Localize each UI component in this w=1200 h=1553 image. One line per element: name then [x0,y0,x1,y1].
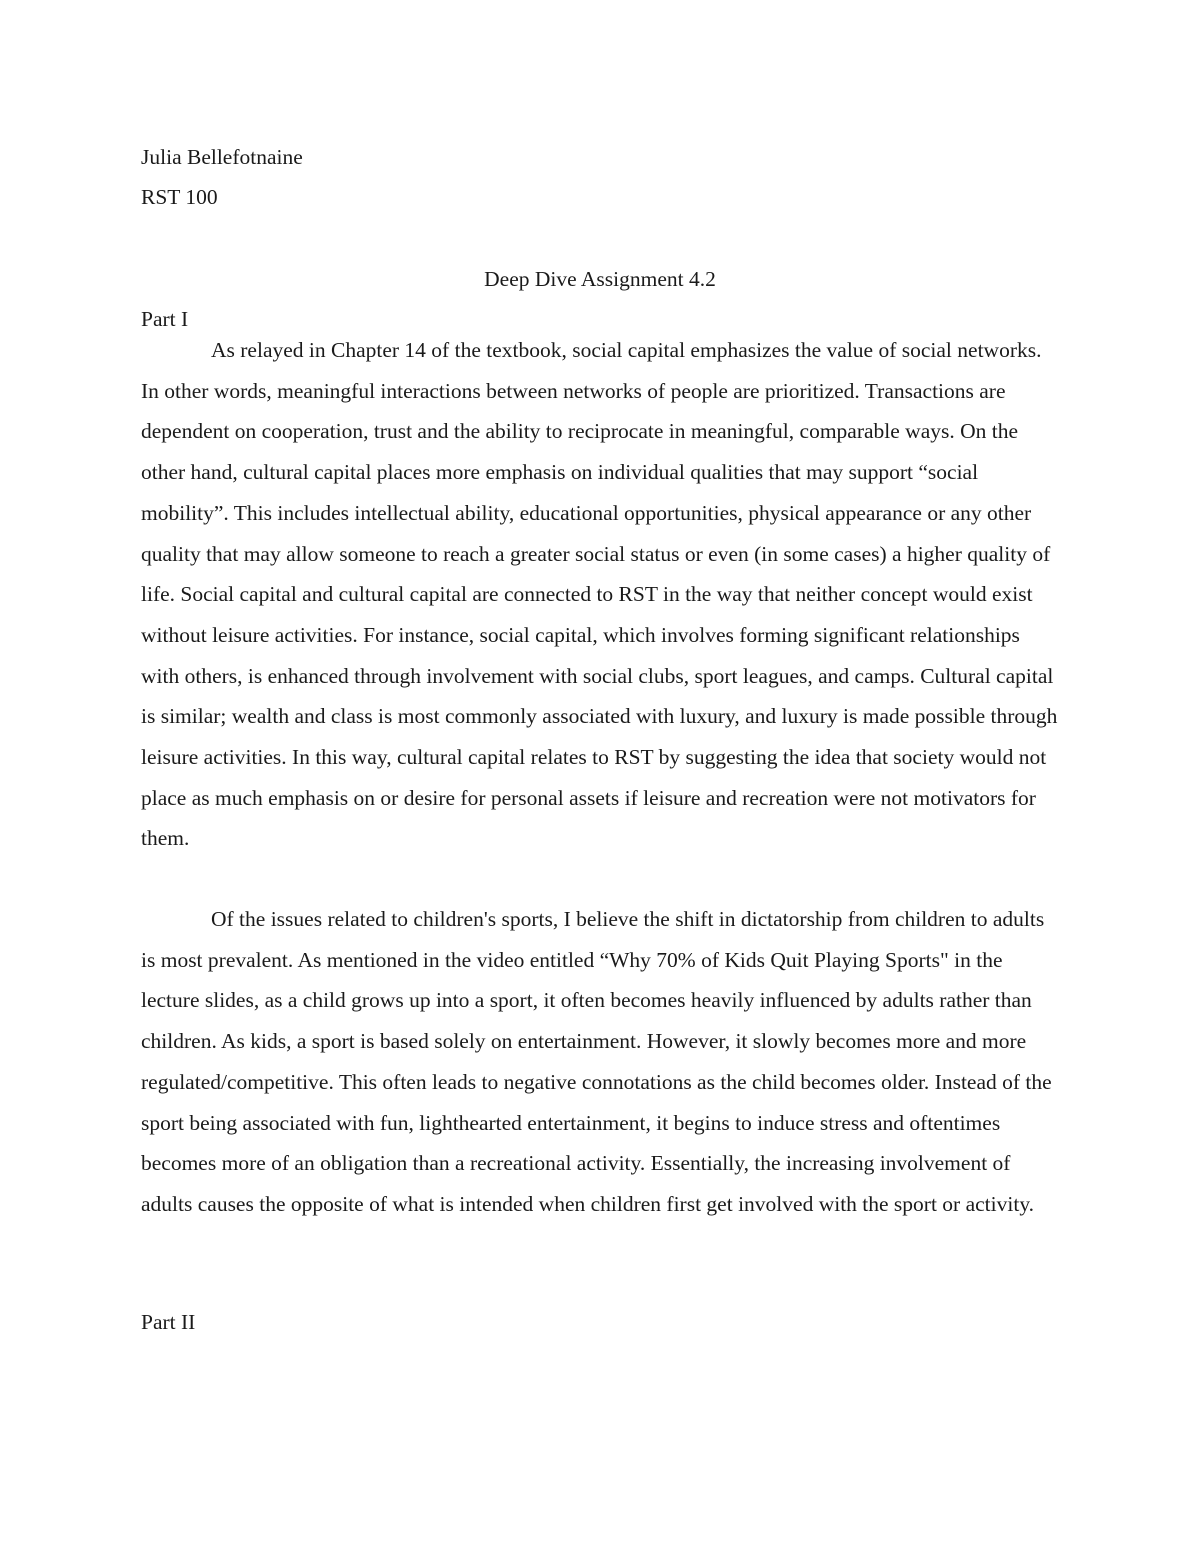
part-1-paragraph-2: Of the issues related to children's sports, I believe the shift in dictatorship from children to adults is most prevalent. As mentioned in the video entitled “Why 70% of Kids Quit Playing Sports" in the lecture slides, as a child grows up into a sport, it often becomes heavily influenced by adults rather than children. As kids, a sport is based solely on entertainment. However, it slowly becomes more and more regulated/competitive. This often leads to negative connotations as the child becomes older. Instead of the sport being associated with fun, lighthearted entertainment, it begins to induce stress and oftentimes becomes more of an obligation than a recreational activity. Essentially, the increasing involvement of adults causes the opposite of what is intended when children first get involved with the sport or activity. [141,907,1052,1216]
part-1-paragraph-1: As relayed in Chapter 14 of the textbook, social capital emphasizes the value of social networks. In other words, meaningful interactions between networks of people are prioritized. Transactions are dependent on cooperation, trust and the ability to reciprocate in meaningful, comparable ways. On the other hand, cultural capital places more emphasis on individual qualities that may support “social mobility”. This includes intellectual ability, educational opportunities, physical appearance or any other quality that may allow someone to reach a greater social status or even (in some cases) a higher quality of life. Social capital and cultural capital are connected to RST in the way that neither concept would exist without leisure activities. For instance, social capital, which involves forming significant relationships with others, is enhanced through involvement with social clubs, sport leagues, and camps. Cultural capital is similar; wealth and class is most commonly associated with luxury, and luxury is made possible through leisure activities. In this way, cultural capital relates to RST by suggesting the idea that society would not place as much emphasis on or desire for personal assets if leisure and recreation were not motivators for them. [141,338,1058,851]
author-name: Julia Bellefotnaine [141,145,303,169]
part-1-heading: Part I [141,307,189,331]
document-title: Deep Dive Assignment 4.2 [484,267,716,291]
course-code: RST 100 [141,185,218,209]
part-2-heading: Part II [141,1310,196,1334]
